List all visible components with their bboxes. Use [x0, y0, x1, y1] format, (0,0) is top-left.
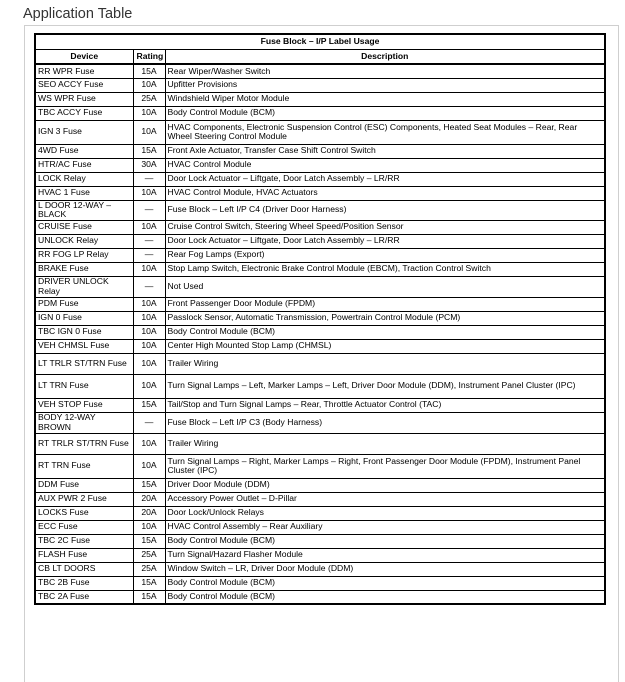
rating-cell: 25A — [133, 562, 165, 576]
description-cell: Accessory Power Outlet – D-Pillar — [165, 492, 605, 506]
description-cell: Tail/Stop and Turn Signal Lamps – Rear, Throttle Actuator Control (TAC) — [165, 398, 605, 412]
device-cell: CRUISE Fuse — [35, 220, 133, 234]
table-body — [35, 64, 605, 604]
description-cell: Body Control Module (BCM) — [165, 590, 605, 604]
device-cell: TBC IGN 0 Fuse — [35, 325, 133, 339]
table-row — [35, 590, 605, 604]
description-cell: Trailer Wiring — [165, 433, 605, 454]
device-cell: RT TRLR ST/TRN Fuse — [35, 433, 133, 454]
table-row — [35, 172, 605, 186]
device-cell: TBC 2C Fuse — [35, 534, 133, 548]
rating-cell: 15A — [133, 590, 165, 604]
table-row — [35, 398, 605, 412]
description-cell: Windshield Wiper Motor Module — [165, 92, 605, 106]
rating-cell: 30A — [133, 158, 165, 172]
table-row — [35, 534, 605, 548]
device-cell: VEH STOP Fuse — [35, 398, 133, 412]
description-cell: Passlock Sensor, Automatic Transmission, Powertrain Control Module (PCM) — [165, 311, 605, 325]
table-row — [35, 276, 605, 297]
device-cell: LT TRN Fuse — [35, 374, 133, 398]
device-cell: BODY 12-WAY BROWN — [35, 412, 133, 433]
table-row — [35, 520, 605, 534]
column-header-device: Device — [35, 50, 133, 65]
rating-cell: 10A — [133, 120, 165, 144]
device-cell: 4WD Fuse — [35, 144, 133, 158]
table-row — [35, 412, 605, 433]
rating-cell: 10A — [133, 325, 165, 339]
rating-cell: 15A — [133, 398, 165, 412]
table-row — [35, 492, 605, 506]
column-header-rating: Rating — [133, 50, 165, 65]
description-cell: Turn Signal Lamps – Right, Marker Lamps – Right, Front Passenger Door Module (FPDM), Instrument Panel Cluster (IPC) — [165, 454, 605, 478]
table-row — [35, 64, 605, 78]
rating-cell: 15A — [133, 64, 165, 78]
rating-cell: 10A — [133, 454, 165, 478]
device-cell: L DOOR 12-WAY – BLACK — [35, 200, 133, 220]
device-cell: RR WPR Fuse — [35, 64, 133, 78]
table-row — [35, 120, 605, 144]
rating-cell: 10A — [133, 374, 165, 398]
device-cell: HVAC 1 Fuse — [35, 186, 133, 200]
rating-cell: — — [133, 172, 165, 186]
device-cell: LOCK Relay — [35, 172, 133, 186]
table-row — [35, 433, 605, 454]
rating-cell: — — [133, 412, 165, 433]
description-cell: Cruise Control Switch, Steering Wheel Speed/Position Sensor — [165, 220, 605, 234]
table-row — [35, 200, 605, 220]
rating-cell: 10A — [133, 353, 165, 374]
rating-cell: — — [133, 200, 165, 220]
description-cell: Turn Signal/Hazard Flasher Module — [165, 548, 605, 562]
rating-cell: 25A — [133, 92, 165, 106]
description-cell: Center High Mounted Stop Lamp (CHMSL) — [165, 339, 605, 353]
table-row — [35, 158, 605, 172]
table-row — [35, 506, 605, 520]
rating-cell: 25A — [133, 548, 165, 562]
description-cell: Front Axle Actuator, Transfer Case Shift Control Switch — [165, 144, 605, 158]
device-cell: ECC Fuse — [35, 520, 133, 534]
device-cell: PDM Fuse — [35, 297, 133, 311]
description-cell: Front Passenger Door Module (FPDM) — [165, 297, 605, 311]
device-cell: TBC 2A Fuse — [35, 590, 133, 604]
description-cell: Window Switch – LR, Driver Door Module (DDM) — [165, 562, 605, 576]
rating-cell: 15A — [133, 478, 165, 492]
description-cell: Upfitter Provisions — [165, 78, 605, 92]
device-cell: SEO ACCY Fuse — [35, 78, 133, 92]
description-cell: Not Used — [165, 276, 605, 297]
description-cell: Trailer Wiring — [165, 353, 605, 374]
device-cell: VEH CHMSL Fuse — [35, 339, 133, 353]
rating-cell: 10A — [133, 186, 165, 200]
description-cell: Fuse Block – Left I/P C4 (Driver Door Harness) — [165, 200, 605, 220]
rating-cell: 15A — [133, 576, 165, 590]
description-cell: Stop Lamp Switch, Electronic Brake Control Module (EBCM), Traction Control Switch — [165, 262, 605, 276]
rating-cell: 10A — [133, 311, 165, 325]
device-cell: IGN 3 Fuse — [35, 120, 133, 144]
table-row — [35, 234, 605, 248]
device-cell: TBC ACCY Fuse — [35, 106, 133, 120]
table-row — [35, 186, 605, 200]
rating-cell: 10A — [133, 433, 165, 454]
description-cell: Fuse Block – Left I/P C3 (Body Harness) — [165, 412, 605, 433]
table-row — [35, 374, 605, 398]
table-row — [35, 576, 605, 590]
rating-cell: 10A — [133, 297, 165, 311]
rating-cell: 15A — [133, 534, 165, 548]
page-heading: Application Table — [23, 6, 133, 22]
device-cell: RT TRN Fuse — [35, 454, 133, 478]
description-cell: HVAC Control Module — [165, 158, 605, 172]
description-cell: Rear Fog Lamps (Export) — [165, 248, 605, 262]
description-cell: HVAC Components, Electronic Suspension Control (ESC) Components, Heated Seat Modules – Rear, Rear Wheel Steering Control Module — [165, 120, 605, 144]
column-header-description: Description — [165, 50, 605, 65]
device-cell: DRIVER UNLOCK Relay — [35, 276, 133, 297]
rating-cell: 15A — [133, 144, 165, 158]
description-cell: Body Control Module (BCM) — [165, 325, 605, 339]
table-row — [35, 220, 605, 234]
table-row — [35, 311, 605, 325]
rating-cell: 10A — [133, 520, 165, 534]
description-cell: Door Lock Actuator – Liftgate, Door Latch Assembly – LR/RR — [165, 172, 605, 186]
table-row — [35, 339, 605, 353]
device-cell: TBC 2B Fuse — [35, 576, 133, 590]
table-row — [35, 562, 605, 576]
description-cell: Door Lock Actuator – Liftgate, Door Latch Assembly – LR/RR — [165, 234, 605, 248]
table-row — [35, 478, 605, 492]
description-cell: Body Control Module (BCM) — [165, 534, 605, 548]
device-cell: CB LT DOORS — [35, 562, 133, 576]
rating-cell: 10A — [133, 78, 165, 92]
device-cell: AUX PWR 2 Fuse — [35, 492, 133, 506]
device-cell: WS WPR Fuse — [35, 92, 133, 106]
device-cell: LOCKS Fuse — [35, 506, 133, 520]
description-cell: Body Control Module (BCM) — [165, 576, 605, 590]
rating-cell: 10A — [133, 220, 165, 234]
description-cell: Driver Door Module (DDM) — [165, 478, 605, 492]
device-cell: LT TRLR ST/TRN Fuse — [35, 353, 133, 374]
device-cell: HTR/AC Fuse — [35, 158, 133, 172]
table-row — [35, 262, 605, 276]
fuse-usage-table — [34, 33, 606, 605]
device-cell: IGN 0 Fuse — [35, 311, 133, 325]
rating-cell: 10A — [133, 106, 165, 120]
table-row — [35, 78, 605, 92]
rating-cell: — — [133, 248, 165, 262]
table-row — [35, 248, 605, 262]
description-cell: HVAC Control Assembly – Rear Auxiliary — [165, 520, 605, 534]
table-row — [35, 144, 605, 158]
device-cell: FLASH Fuse — [35, 548, 133, 562]
description-cell: Body Control Module (BCM) — [165, 106, 605, 120]
rating-cell: 20A — [133, 492, 165, 506]
description-cell: HVAC Control Module, HVAC Actuators — [165, 186, 605, 200]
table-row — [35, 353, 605, 374]
description-cell: Rear Wiper/Washer Switch — [165, 64, 605, 78]
table-row — [35, 106, 605, 120]
device-cell: BRAKE Fuse — [35, 262, 133, 276]
table-row — [35, 454, 605, 478]
table-row — [35, 297, 605, 311]
description-cell: Door Lock/Unlock Relays — [165, 506, 605, 520]
rating-cell: — — [133, 234, 165, 248]
table-row — [35, 548, 605, 562]
table-row — [35, 92, 605, 106]
rating-cell: — — [133, 276, 165, 297]
device-cell: UNLOCK Relay — [35, 234, 133, 248]
table-title: Fuse Block – I/P Label Usage — [35, 34, 605, 50]
description-cell: Turn Signal Lamps – Left, Marker Lamps – Left, Driver Door Module (DDM), Instrument Panel Cluster (IPC) — [165, 374, 605, 398]
rating-cell: 10A — [133, 339, 165, 353]
device-cell: RR FOG LP Relay — [35, 248, 133, 262]
rating-cell: 10A — [133, 262, 165, 276]
table-row — [35, 325, 605, 339]
rating-cell: 20A — [133, 506, 165, 520]
device-cell: DDM Fuse — [35, 478, 133, 492]
